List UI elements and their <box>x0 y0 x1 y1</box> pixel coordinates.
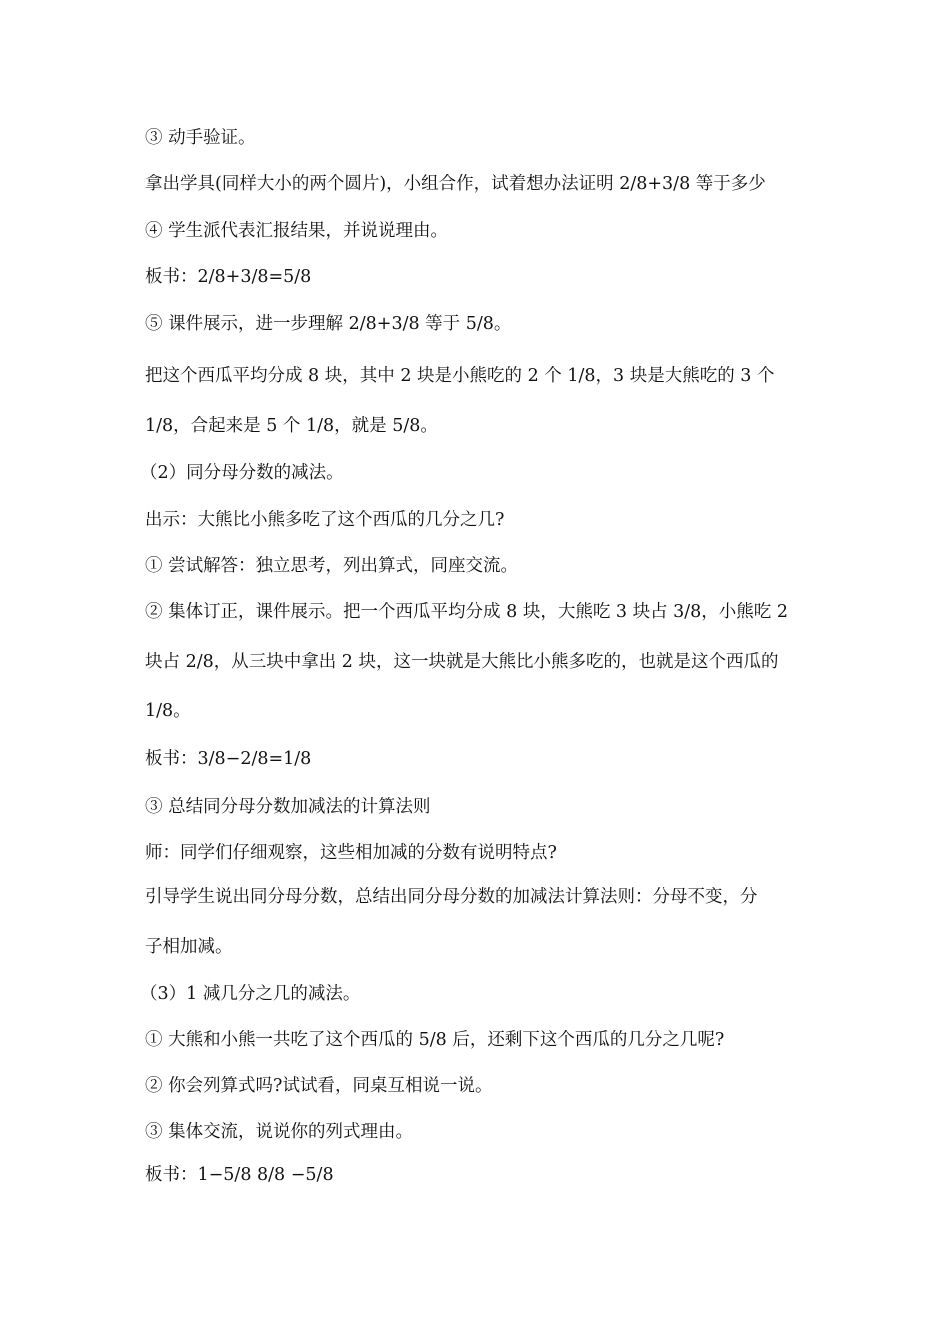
paragraph-watermelon-line-1: 把这个西瓜平均分成 8 块，其中 2 块是小熊吃的 2 个 1/8，3 块是大熊吃的 3 个 <box>145 366 775 386</box>
step-2-write-equation: ② 你会列算式吗?试试看，同桌互相说一说。 <box>145 1076 493 1096</box>
paragraph-learning-tools: 拿出学具(同样大小的两个圆片)，小组合作，试着想办法证明 2/8+3/8 等于多少 <box>145 174 766 194</box>
teacher-question: 师：同学们仔细观察，这些相加减的分数有说明特点? <box>145 843 557 863</box>
guide-students-line-1: 引导学生说出同分母分数，总结出同分母分数的加减法计算法则：分母不变，分 <box>145 887 758 907</box>
blackboard-addition: 板书：2/8+3/8=5/8 <box>145 267 312 287</box>
blackboard-subtraction: 板书：3/8−2/8=1/8 <box>145 749 312 769</box>
section-2-subtraction-heading: （2）同分母分数的减法。 <box>140 463 344 483</box>
guide-students-line-2: 子相加减。 <box>145 937 233 957</box>
step-4-report-results: ④ 学生派代表汇报结果，并说说理由。 <box>145 221 449 241</box>
step-1-remaining-question: ① 大熊和小熊一共吃了这个西瓜的 5/8 后，还剩下这个西瓜的几分之几呢? <box>145 1030 725 1050</box>
step-5-courseware-display: ⑤ 课件展示，进一步理解 2/8+3/8 等于 5/8。 <box>145 314 512 334</box>
step-2-group-correction-line-1: ② 集体订正，课件展示。把一个西瓜平均分成 8 块，大熊吃 3 块占 3/8，小熊吃 2 <box>145 602 789 622</box>
section-3-one-minus-heading: （3）1 减几分之几的减法。 <box>140 984 361 1004</box>
step-3-summarize-rule: ③ 总结同分母分数加减法的计算法则 <box>145 797 431 817</box>
step-2-group-correction-line-3: 1/8。 <box>145 701 191 721</box>
paragraph-watermelon-line-2: 1/8，合起来是 5 个 1/8，就是 5/8。 <box>145 416 438 436</box>
blackboard-one-minus: 板书：1−5/8 8/8 −5/8 <box>145 1165 334 1185</box>
step-3-hands-on-verify: ③ 动手验证。 <box>145 128 256 148</box>
step-2-group-correction-line-2: 块占 2/8，从三块中拿出 2 块，这一块就是大熊比小熊多吃的，也就是这个西瓜的 <box>145 652 779 672</box>
step-3-group-exchange: ③ 集体交流，说说你的列式理由。 <box>145 1122 414 1142</box>
step-1-try-solving: ① 尝试解答：独立思考，列出算式，同座交流。 <box>145 556 519 576</box>
question-display: 出示：大熊比小熊多吃了这个西瓜的几分之几? <box>145 510 505 530</box>
